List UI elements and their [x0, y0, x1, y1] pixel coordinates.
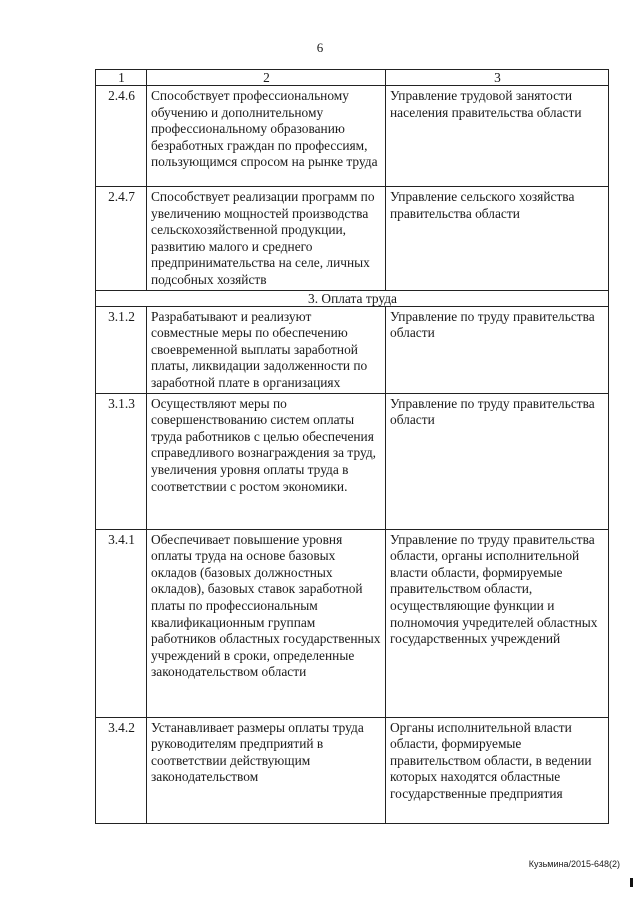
- header-col-2: 2: [147, 70, 386, 86]
- row-responsible: Управление сельского хозяйства правительства области: [386, 187, 609, 291]
- row-responsible: Управление трудовой занятости населения правительства области: [386, 86, 609, 187]
- table-row: [96, 306, 609, 393]
- document-code: Кузьмина/2015-648(2): [528, 859, 620, 869]
- section-row: [96, 290, 609, 306]
- row-measure: Способствует профессиональному обучению и дополнительному профессиональному образованию безработных граждан по профессиям, пользующимся спросом на рынке труда: [147, 86, 386, 187]
- scan-mark: [630, 878, 633, 887]
- table-row: [96, 86, 609, 187]
- page-number: 6: [316, 40, 324, 55]
- row-responsible: Управление по труду правительства области: [386, 306, 609, 393]
- row-number: 3.1.2: [96, 306, 147, 393]
- row-measure: Способствует реализации программ по увеличению мощностей производства сельскохозяйственной продукции, развитию малого и среднего предпринимательства на селе, личных подсобных хозяйств: [147, 187, 386, 291]
- table-row: [96, 717, 609, 823]
- row-measure: Осуществляют меры по совершенствованию систем оплаты труда работников с целью обеспечения справедливого вознаграждения за труд, увеличения уровня оплаты труда в соответствии с ростом экономики.: [147, 393, 386, 529]
- row-number: 3.4.1: [96, 529, 147, 717]
- row-measure: Разрабатывают и реализуют совместные меры по обеспечению своевременной выплаты заработной платы, ликвидации задолженности по заработной плате в организациях: [147, 306, 386, 393]
- table-header-row: [96, 70, 609, 86]
- row-responsible: Управление по труду правительства области: [386, 393, 609, 529]
- table-row: [96, 529, 609, 717]
- row-responsible: Органы исполнительной власти области, формируемые правительством области, в ведении которых находятся областные государственные предприятия: [386, 717, 609, 823]
- row-number: 3.4.2: [96, 717, 147, 823]
- table-row: [96, 393, 609, 529]
- section-title: 3. Оплата труда: [96, 290, 609, 306]
- table-row: [96, 187, 609, 291]
- row-number: 2.4.6: [96, 86, 147, 187]
- row-measure: Устанавливает размеры оплаты труда руководителям предприятий в соответствии действующим законодательством: [147, 717, 386, 823]
- header-col-3: 3: [386, 70, 609, 86]
- row-responsible: Управление по труду правительства области, органы исполнительной власти области, формируемые правительством области, осуществляющие функции и полномочия учредителей областных государственных учреждений: [386, 529, 609, 717]
- row-number: 3.1.3: [96, 393, 147, 529]
- measures-table: [95, 69, 609, 824]
- row-measure: Обеспечивает повышение уровня оплаты труда на основе базовых окладов (базовых должностных окладов), базовых ставок заработной платы по профессиональным квалификационным группам работников областных государственных учреждений в сроки, определенные законодательством области: [147, 529, 386, 717]
- header-col-1: 1: [96, 70, 147, 86]
- row-number: 2.4.7: [96, 187, 147, 291]
